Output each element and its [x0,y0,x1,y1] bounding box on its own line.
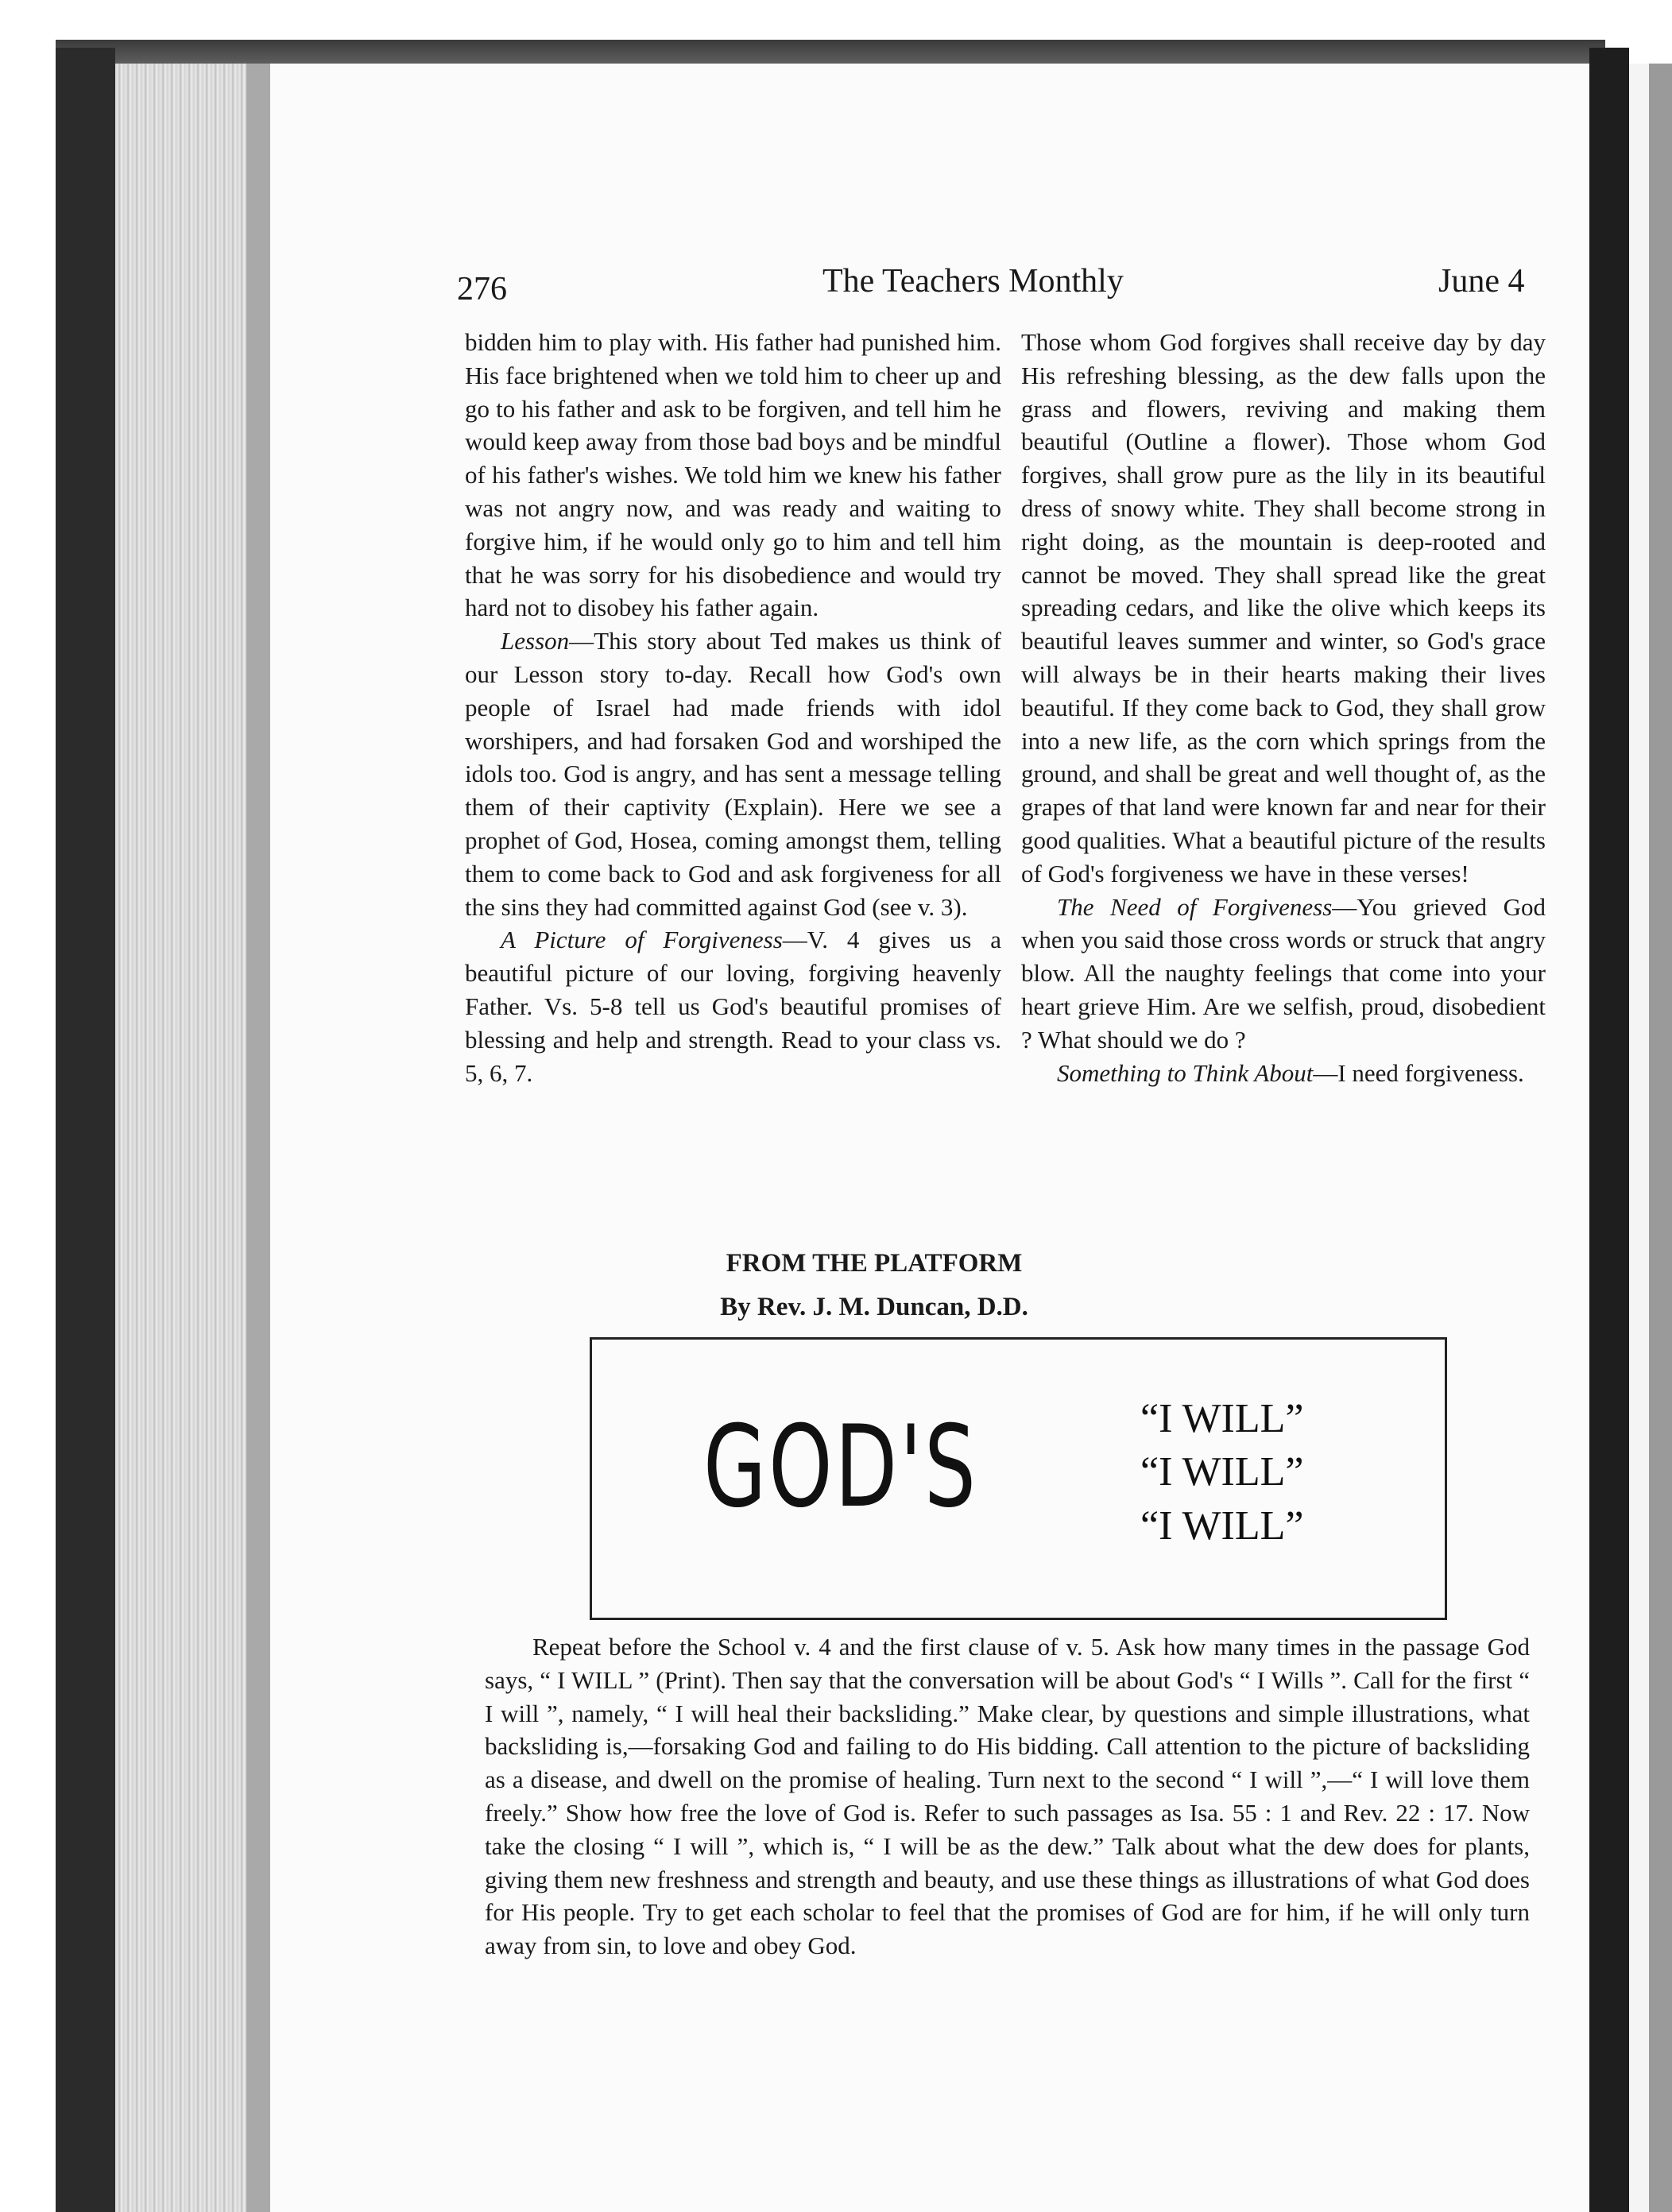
paragraph [1021,891,1546,1057]
issue-date: June 4 [1438,263,1525,300]
section-heading: FROM THE PLATFORM [726,1249,1023,1278]
scan-margin [0,0,56,2212]
paragraph-text: —You grieved God when you said those cross words or struck that angry blow. All the naughty feelings that come into your heart grieve Him. Are we selfish, proud, disobedient ? What should we do ? [1021,892,1546,1054]
right-column [1021,326,1546,1089]
blackboard-line: “I WILL” [1140,1449,1304,1495]
platform-paragraph: Repeat before the School v. 4 and the first clause of v. 5. Ask how many times in the passage God says, “ I WILL ” (Print). Then say that the conversation will be about God's “ I Wills ”. Call for the first “ I will ”, namely, “ I will heal their backsliding.” Make clear, by questions and simple illustrations, what backsliding is,—forsaking God and failing to do His bidding. Call attention to the picture of backsliding as a disease, and dwell on the promise of healing. Turn next to the second “ I will ”,—“ I will love them freely.” Show how free the love of God is. Refer to such passages as Isa. 55 : 1 and Rev. 22 : 17. Now take the closing “ I will ”, which is, “ I will be as the dew.” Talk about what the dew does for plants, giving them new freshness and strength and beauty, and use these things as illustrations of what God does for His people. Try to get each scholar to feel that the promises of God are for him, if he will only turn away from sin, to love and obey God. [485,1633,1530,1960]
book-right-shadow [1589,48,1629,2212]
facing-page-shadow [1649,64,1672,2212]
blackboard-box [590,1337,1447,1620]
left-column [465,326,1001,1089]
page-gutter [246,64,270,2212]
book-binding [56,48,115,2212]
blackboard-word: GOD'S [703,1402,978,1533]
paragraph [1021,1057,1546,1090]
paragraph [465,923,1001,1089]
paragraph-lead: A Picture of Forgiveness [501,926,783,954]
paragraph: bidden him to play with. His father had punished him. His face brightened when we told him to cheer up and go to his father and ask to be forgiven, and tell him he would keep away from those bad boys and be mindful of his father's wishes. We told him we knew his father was not angry now, and was ready and waiting to forgive him, if he would only go to him and tell him that he was sorry for his disobedience and would try hard not to disobey his father again. [465,328,1001,622]
paragraph [465,625,1001,923]
blackboard-line: “I WILL” [1140,1503,1304,1549]
paragraph-lead: The Need of Forgiveness [1057,892,1333,921]
paragraph: Those whom God forgives shall receive day by day His refreshing blessing, as the dew falls upon the grass and flowers, reviving and making them beautiful (Outline a flower). Those whom God forgives, shall grow pure as the lily in its beautiful dress of snowy white. They shall become strong in right doing, as the mountain is deep-rooted and cannot be moved. They shall spread like the great spreading cedars, and like the olive which keeps its beautiful leaves summer and winter, so God's grace will always be in their hearts making their lives beautiful. If they come back to God, they shall grow into a new life, as the corn which springs from the ground, and shall be great and well thought of, as the grapes of that land were known far and near for their good qualities. What a beautiful picture of the results of God's forgiveness we have in these verses! [1021,328,1546,888]
page-number: 276 [457,271,507,307]
blackboard-line: “I WILL” [1140,1396,1304,1441]
paragraph-text: —V. 4 gives us a beautiful picture of our loving, forgiving heavenly Father. Vs. 5-8 tell us God's beautiful promises of blessing and help and strength. Read to your class vs. 5, 6, 7. [465,926,1001,1087]
running-title: The Teachers Monthly [822,263,1124,300]
paragraph-lead: Something to Think About [1057,1058,1314,1087]
section-author: By Rev. J. M. Duncan, D.D. [720,1293,1028,1321]
paragraph-text: —This story about Ted makes us think of our Lesson story to-day. Recall how God's own people of Israel had made friends with idol worshipers, and had forsaken God and worshiped the idols too. God is angry, and has sent a message telling them of their captivity (Explain). Here we see a prophet of God, Hosea, coming amongst them, telling them to come back to God and ask forgiveness for all the sins they had committed against God (see v. 3). [465,627,1001,921]
paragraph-text: —I need forgiveness. [1313,1058,1524,1087]
paragraph-lead: Lesson [501,627,570,655]
